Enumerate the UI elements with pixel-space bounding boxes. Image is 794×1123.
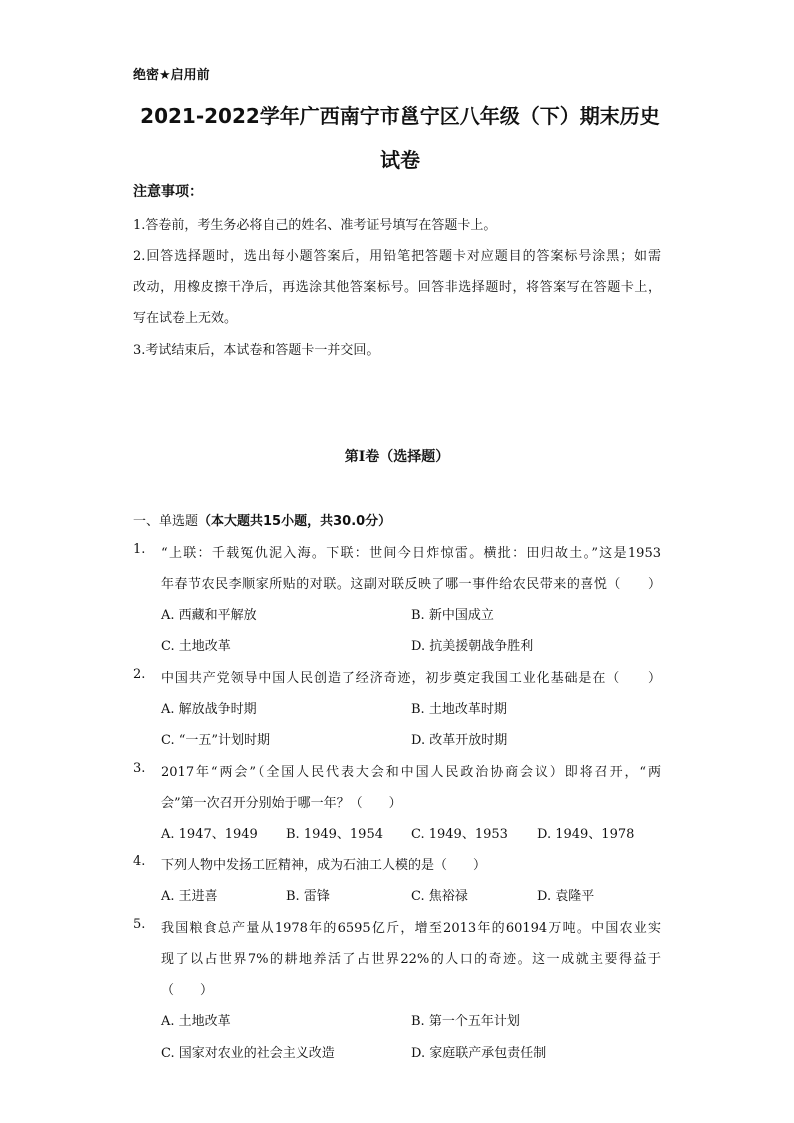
part-heading xyxy=(133,510,391,529)
question-number: 4. xyxy=(133,854,146,869)
notice-item-2-line2: 改动，用橡皮擦干净后，再选涂其他答案标号。回答非选择题时，将答案写在答题卡上， xyxy=(133,280,661,295)
option-c: C. 1949、1953 xyxy=(411,827,508,842)
question-text: 年春节农民李顺家所贴的对联。这副对联反映了哪一事件给农民带来的喜悦（ ） xyxy=(161,577,661,592)
option-a: A. 西藏和平解放 xyxy=(161,608,257,623)
secret-label: 绝密★启用前 xyxy=(133,68,210,83)
notice-item-1: 1.答卷前，考生务必将自己的姓名、准考证号填写在答题卡上。 xyxy=(133,218,497,233)
notice-item-2-line1: 2.回答选择题时，选出每小题答案后，用铅笔把答题卡对应题目的答案标号涂黑；如需 xyxy=(133,249,661,264)
option-b: B. 新中国成立 xyxy=(411,608,494,623)
question-text: 现了以占世界7%的耕地养活了占世界22%的人口的奇迹。这一成就主要得益于 xyxy=(161,952,661,967)
question-number: 2. xyxy=(133,667,146,682)
option-c: C. 土地改革 xyxy=(161,639,231,654)
exam-title-line2: 试卷 xyxy=(380,148,420,172)
option-b: B. 土地改革时期 xyxy=(411,702,507,717)
option-b: B. 第一个五年计划 xyxy=(411,1014,520,1029)
question-text: （ ） xyxy=(161,983,214,998)
question-text: 2017年“两会”（全国人民代表大会和中国人民政治协商会议）即将召开，“两 xyxy=(161,765,661,780)
notice-heading: 注意事项： xyxy=(133,184,203,200)
question-text: “上联：千载冤仇泥入海。下联：世间今日炸惊雷。横批：田归故土。”这是1953 xyxy=(161,546,661,561)
notice-item-3: 3.考试结束后，本试卷和答题卡一并交回。 xyxy=(133,343,380,358)
notice-item-2-line3: 写在试卷上无效。 xyxy=(133,311,238,326)
option-a: A. 王进喜 xyxy=(161,889,218,904)
option-b: B. 雷锋 xyxy=(286,889,330,904)
question-text: 我国粮食总产量从1978年的6595亿斤，增至2013年的60194万吨。中国农业实 xyxy=(161,921,661,936)
section-title: 第I卷（选择题） xyxy=(344,449,450,465)
question-number: 1. xyxy=(133,542,146,557)
option-a: A. 1947、1949 xyxy=(161,827,258,842)
part-label: 一、单选题 xyxy=(133,514,199,529)
option-c: C. 国家对农业的社会主义改造 xyxy=(161,1046,335,1061)
option-d: D. 抗美援朝战争胜利 xyxy=(411,639,534,654)
question-number: 5. xyxy=(133,917,146,932)
option-d: D. 家庭联产承包责任制 xyxy=(411,1046,547,1061)
question-text: 会”第一次召开分别始于哪一年？（ ） xyxy=(161,796,402,811)
option-d: D. 改革开放时期 xyxy=(411,733,508,748)
exam-title-line1: 2021-2022学年广西南宁市邕宁区八年级（下）期末历史 xyxy=(140,104,660,128)
question-number: 3. xyxy=(133,761,146,776)
option-d: D. 袁隆平 xyxy=(537,889,595,904)
option-c: C. “一五”计划时期 xyxy=(161,733,271,748)
question-text: 下列人物中发扬工匠精神，成为石油工人模的是（ ） xyxy=(161,858,487,873)
part-info: （本大题共15小题，共30.0分） xyxy=(198,514,392,529)
option-a: A. 解放战争时期 xyxy=(161,702,257,717)
option-c: C. 焦裕禄 xyxy=(411,889,468,904)
question-text: 中国共产党领导中国人民创造了经济奇迹，初步奠定我国工业化基础是在（ ） xyxy=(161,671,661,686)
option-a: A. 土地改革 xyxy=(161,1014,231,1029)
option-b: B. 1949、1954 xyxy=(286,827,383,842)
option-d: D. 1949、1978 xyxy=(537,827,635,842)
